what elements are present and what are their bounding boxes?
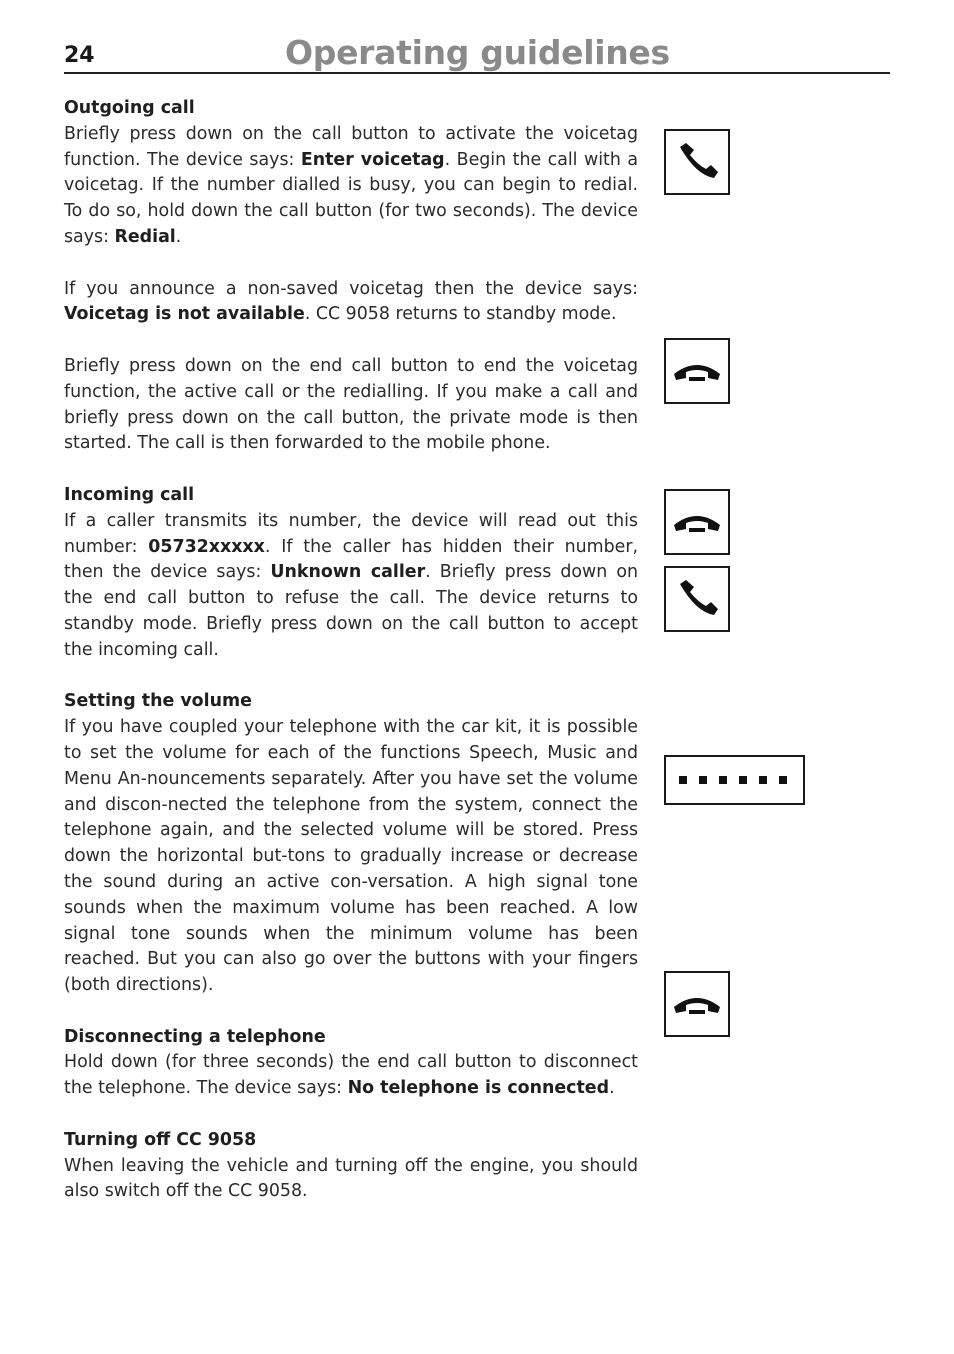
paragraph-outgoing-call-3: Briefly press down on the end call button to end the voicetag function, the active call or the redialling. If you make a call and briefly press down on the call button, the private mode is then started. The call is then forwarded to the mobile phone. bbox=[64, 355, 638, 454]
page-number: 24 bbox=[64, 43, 95, 68]
paragraph-disconnecting: Hold down (for three seconds) the end call button to disconnect the telephone. The device says: No telephone is connected. bbox=[64, 1052, 638, 1099]
end-call-button-icon bbox=[664, 338, 730, 404]
end-call-button-icon bbox=[664, 489, 730, 555]
paragraph-setting-volume: If you have coupled your telephone with the car kit, it is possible to set the volume for each of the functions Speech, Music and Menu An-nouncements separately. After you have set the volume and discon-nected the telephone from the system, connect the telephone again, and the selected volume will be stored. Press down the horizontal but-tons to gradually increase or decrease the sound during an active con-versation. A high signal tone sounds when the maximum volume has been reached. A low signal tone sounds when the minimum volume has been reached. But you can also go over the buttons with your fingers (both directions). bbox=[64, 717, 638, 996]
call-button-icon bbox=[664, 129, 730, 195]
header-divider bbox=[64, 72, 890, 74]
section-heading-disconnecting: Disconnecting a telephone bbox=[64, 1026, 326, 1047]
page-body bbox=[64, 96, 638, 1205]
paragraph-turning-off: When leaving the vehicle and turning off the engine, you should also switch off the CC 9058. bbox=[64, 1155, 638, 1202]
paragraph-outgoing-call-1: Briefly press down on the call button to activate the voicetag function. The device says: Enter voicetag. Begin the call with a voicetag. If the number dialled is busy, you can begin to redial. To do so, hold down the call button (for two seconds). The device says: Redial. bbox=[64, 123, 639, 247]
paragraph-incoming-call: If a caller transmits its number, the device will read out this number: 05732xxxxx. If the caller has hidden their number, then the device says: Unknown caller. Briefly press down on the end call button to refuse the call. The device returns to standby mode. Briefly press down on the call button to accept the incoming call. bbox=[64, 510, 638, 660]
horizontal-volume-buttons-icon bbox=[664, 755, 805, 805]
call-button-icon bbox=[664, 566, 730, 632]
end-call-button-icon bbox=[664, 971, 730, 1037]
section-heading-outgoing-call: Outgoing call bbox=[64, 98, 195, 118]
section-heading-incoming-call: Incoming call bbox=[64, 484, 195, 505]
section-heading-setting-volume: Setting the volume bbox=[64, 691, 252, 712]
paragraph-outgoing-call-2: If you announce a non-saved voicetag then the device says: Voicetag is not available. CC 9058 returns to standby mode. bbox=[64, 278, 638, 325]
section-heading-turning-off: Turning off CC 9058 bbox=[64, 1129, 257, 1150]
page-title: Operating guidelines bbox=[285, 33, 670, 72]
